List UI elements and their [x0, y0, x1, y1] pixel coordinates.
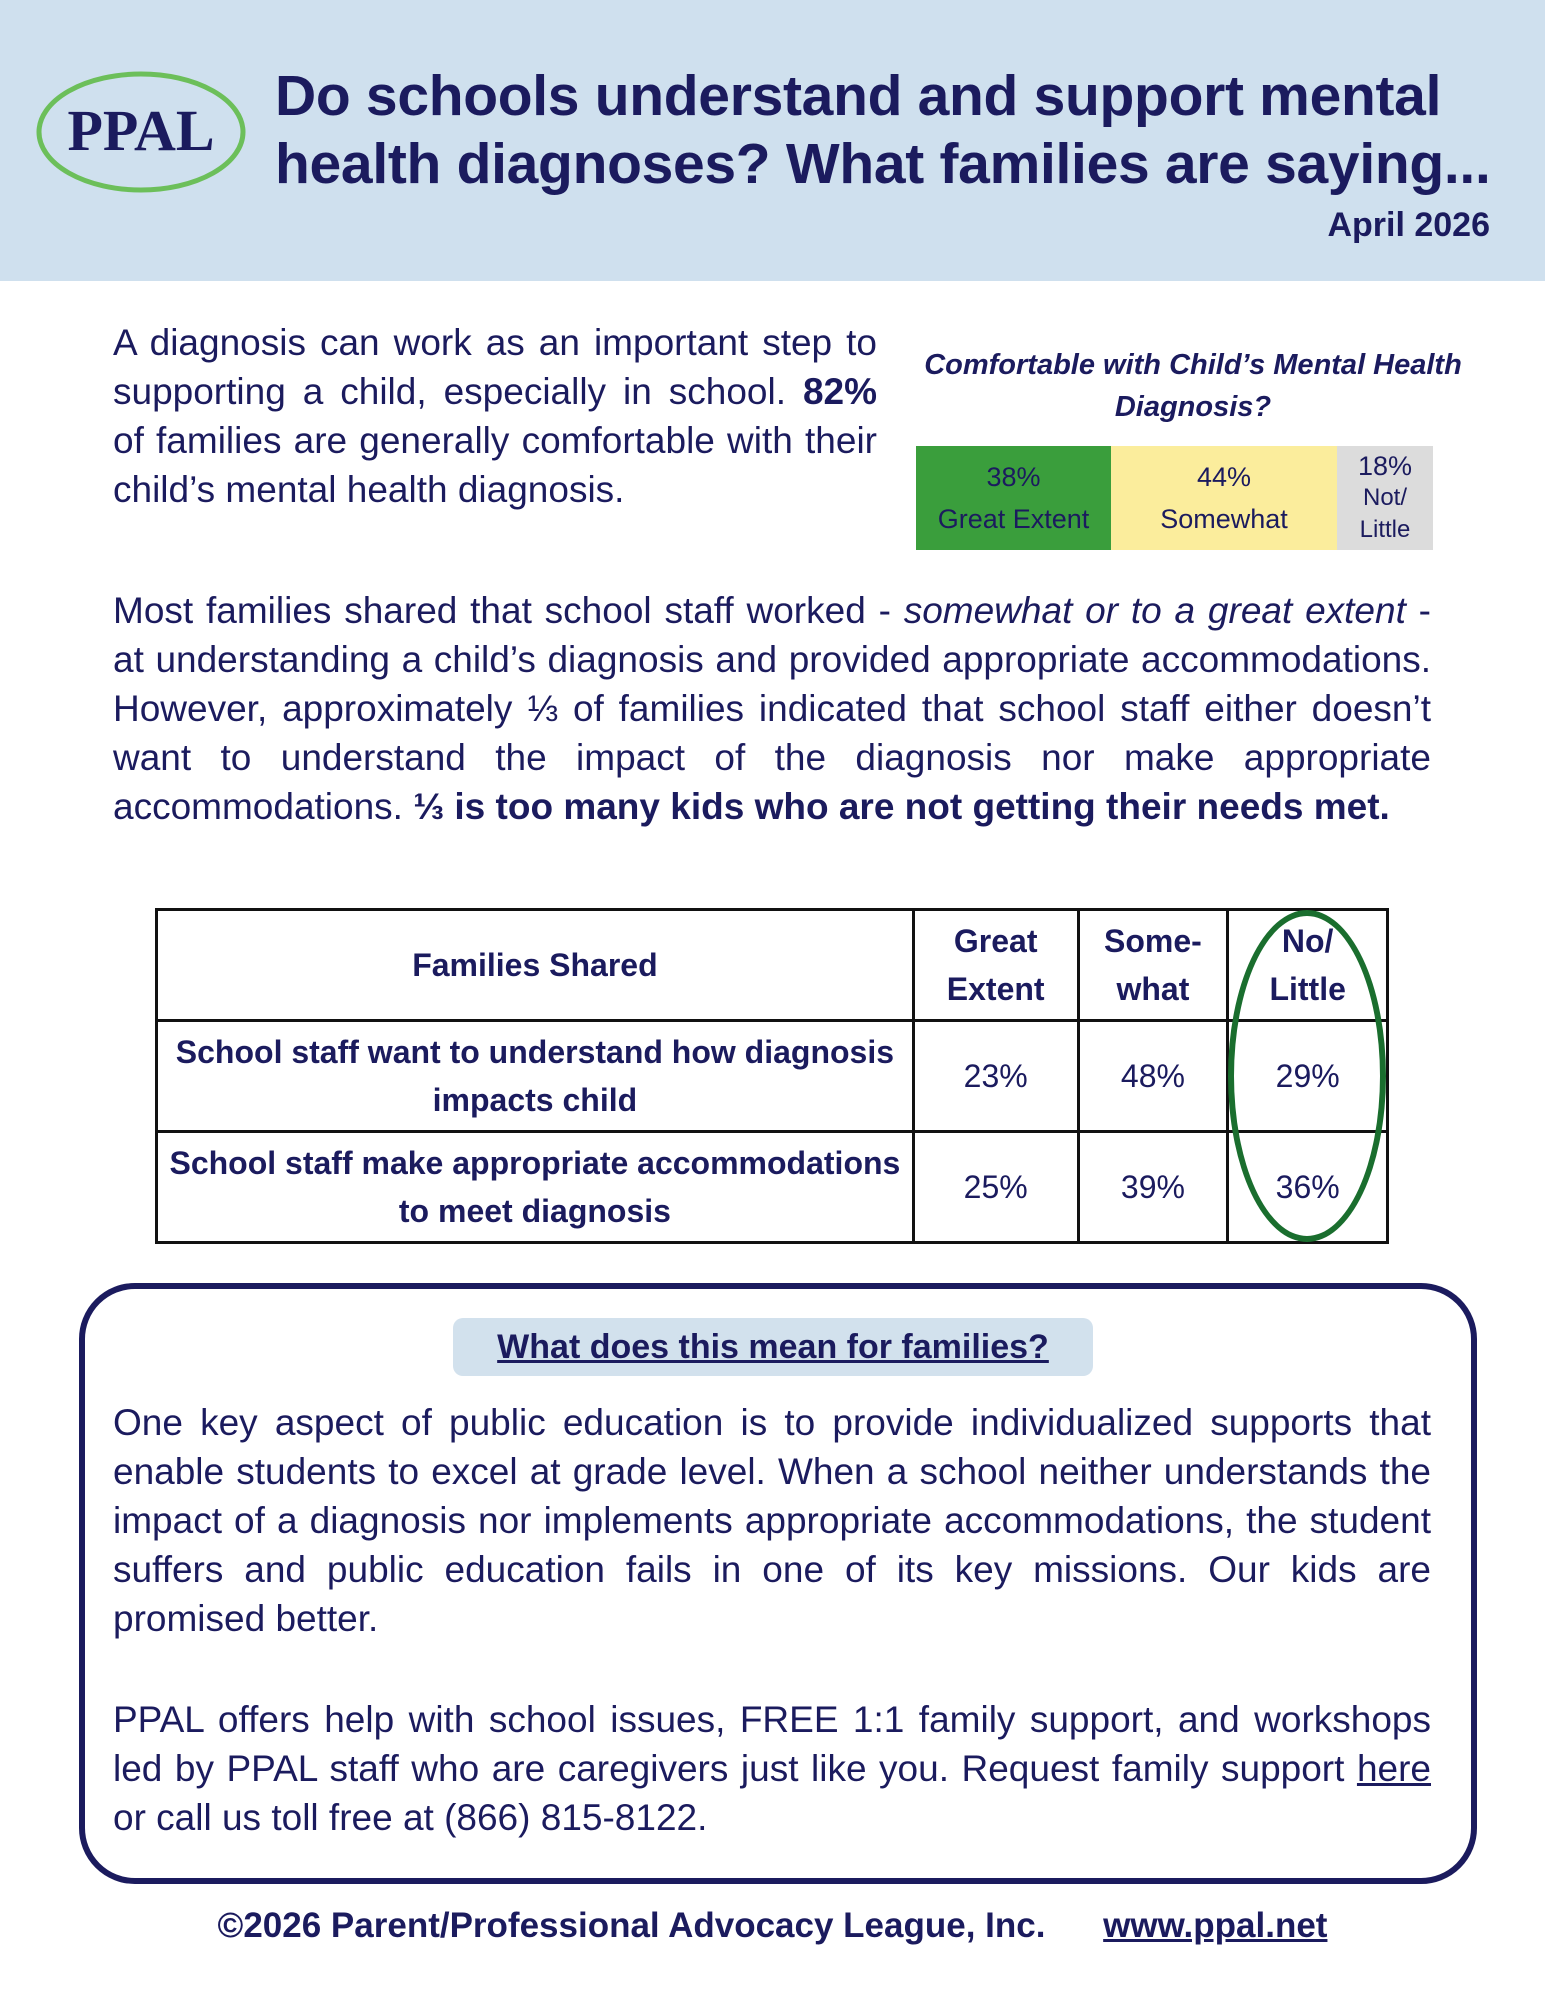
callout-paragraph-2 [113, 1695, 1431, 1842]
findings-text-1: Most families shared that school staff worked - [113, 590, 904, 631]
families-shared-table [155, 908, 1389, 1244]
bar-value-label: 44% [1196, 462, 1252, 492]
table-header-row [157, 910, 1388, 1021]
bar-segment-great-extent [916, 446, 1111, 550]
findings-paragraph [113, 586, 1431, 831]
table-header: No/ Little [1228, 910, 1388, 1021]
table-row [157, 1021, 1388, 1132]
table-cell: 48% [1078, 1021, 1228, 1132]
findings-text-2: - at understanding a child’s diagnosis and provided appropriate accommodations. However, approximately ⅓ of families indicated that school staff either doesn’t want to understand the impact of the diagnosis nor make appropriate accommodations. [113, 590, 1431, 827]
intro-paragraph [113, 318, 877, 514]
bar-value-label: 18% [1357, 451, 1413, 481]
header-banner [0, 0, 1545, 281]
findings-bold: ⅓ is too many kids who are not getting their needs met. [413, 786, 1390, 827]
page-title: Do schools understand and support mental health diagnoses? What families are saying... [275, 64, 1491, 196]
table-cell: 23% [913, 1021, 1078, 1132]
table-cell: 36% [1228, 1132, 1388, 1243]
table-cell: 25% [913, 1132, 1078, 1243]
bar-category-label: Somewhat [1160, 504, 1288, 534]
comfort-stacked-bar [916, 446, 1433, 550]
table-row-label: School staff make appropriate accommodations to meet diagnosis [157, 1132, 914, 1243]
callout-text-after: or call us toll free at (866) 815-8122. [113, 1797, 708, 1838]
request-support-link[interactable]: here [1356, 1748, 1431, 1789]
findings-italic: somewhat or to a great extent [903, 590, 1406, 631]
chart-title: Comfortable with Child’s Mental Health Diagnosis? [924, 349, 1462, 423]
table-row-label: School staff want to understand how diagnosis impacts child [157, 1021, 914, 1132]
intro-highlight-stat: 82% [802, 371, 877, 412]
footer [0, 1906, 1545, 1946]
intro-text-before: A diagnosis can work as an important step to supporting a child, especially in school. [113, 322, 877, 412]
publication-date: April 2026 [1327, 206, 1490, 244]
table-cell: 29% [1228, 1021, 1388, 1132]
table-header: Great Extent [913, 910, 1078, 1021]
footer-website-link[interactable]: www.ppal.net [1103, 1906, 1328, 1945]
table-header: Families Shared [157, 910, 914, 1021]
table-cell: 39% [1078, 1132, 1228, 1243]
callout-paragraph-1: One key aspect of public education is to provide individualized supports that enable students to excel at grade level. When a school neither understands the impact of a diagnosis nor implements appropriate accommodations, the student suffers and public education fails in one of its key missions. Our kids are promised better. [113, 1402, 1431, 1639]
bar-category-label: Great Extent [937, 504, 1090, 534]
bar-value-label: 38% [986, 462, 1041, 492]
ppal-logo[interactable] [32, 62, 250, 202]
table-row [157, 1132, 1388, 1243]
bar-segment-not-little [1337, 446, 1433, 550]
callout-heading: What does this mean for families? [453, 1318, 1093, 1376]
logo-text: PPAL [67, 98, 215, 163]
footer-copyright: ©2026 Parent/Professional Advocacy League, Inc. [217, 1906, 1046, 1945]
bar-category-label: Not/ Little [1359, 484, 1411, 543]
callout-text-before: PPAL offers help with school issues, FREE 1:1 family support, and workshops led by PPAL staff who are caregivers just like you. Request family support [113, 1699, 1431, 1789]
intro-text-after: of families are generally comfortable with their child’s mental health diagnosis. [113, 420, 877, 510]
bar-segment-somewhat [1111, 446, 1337, 550]
table-header: Some- what [1078, 910, 1228, 1021]
